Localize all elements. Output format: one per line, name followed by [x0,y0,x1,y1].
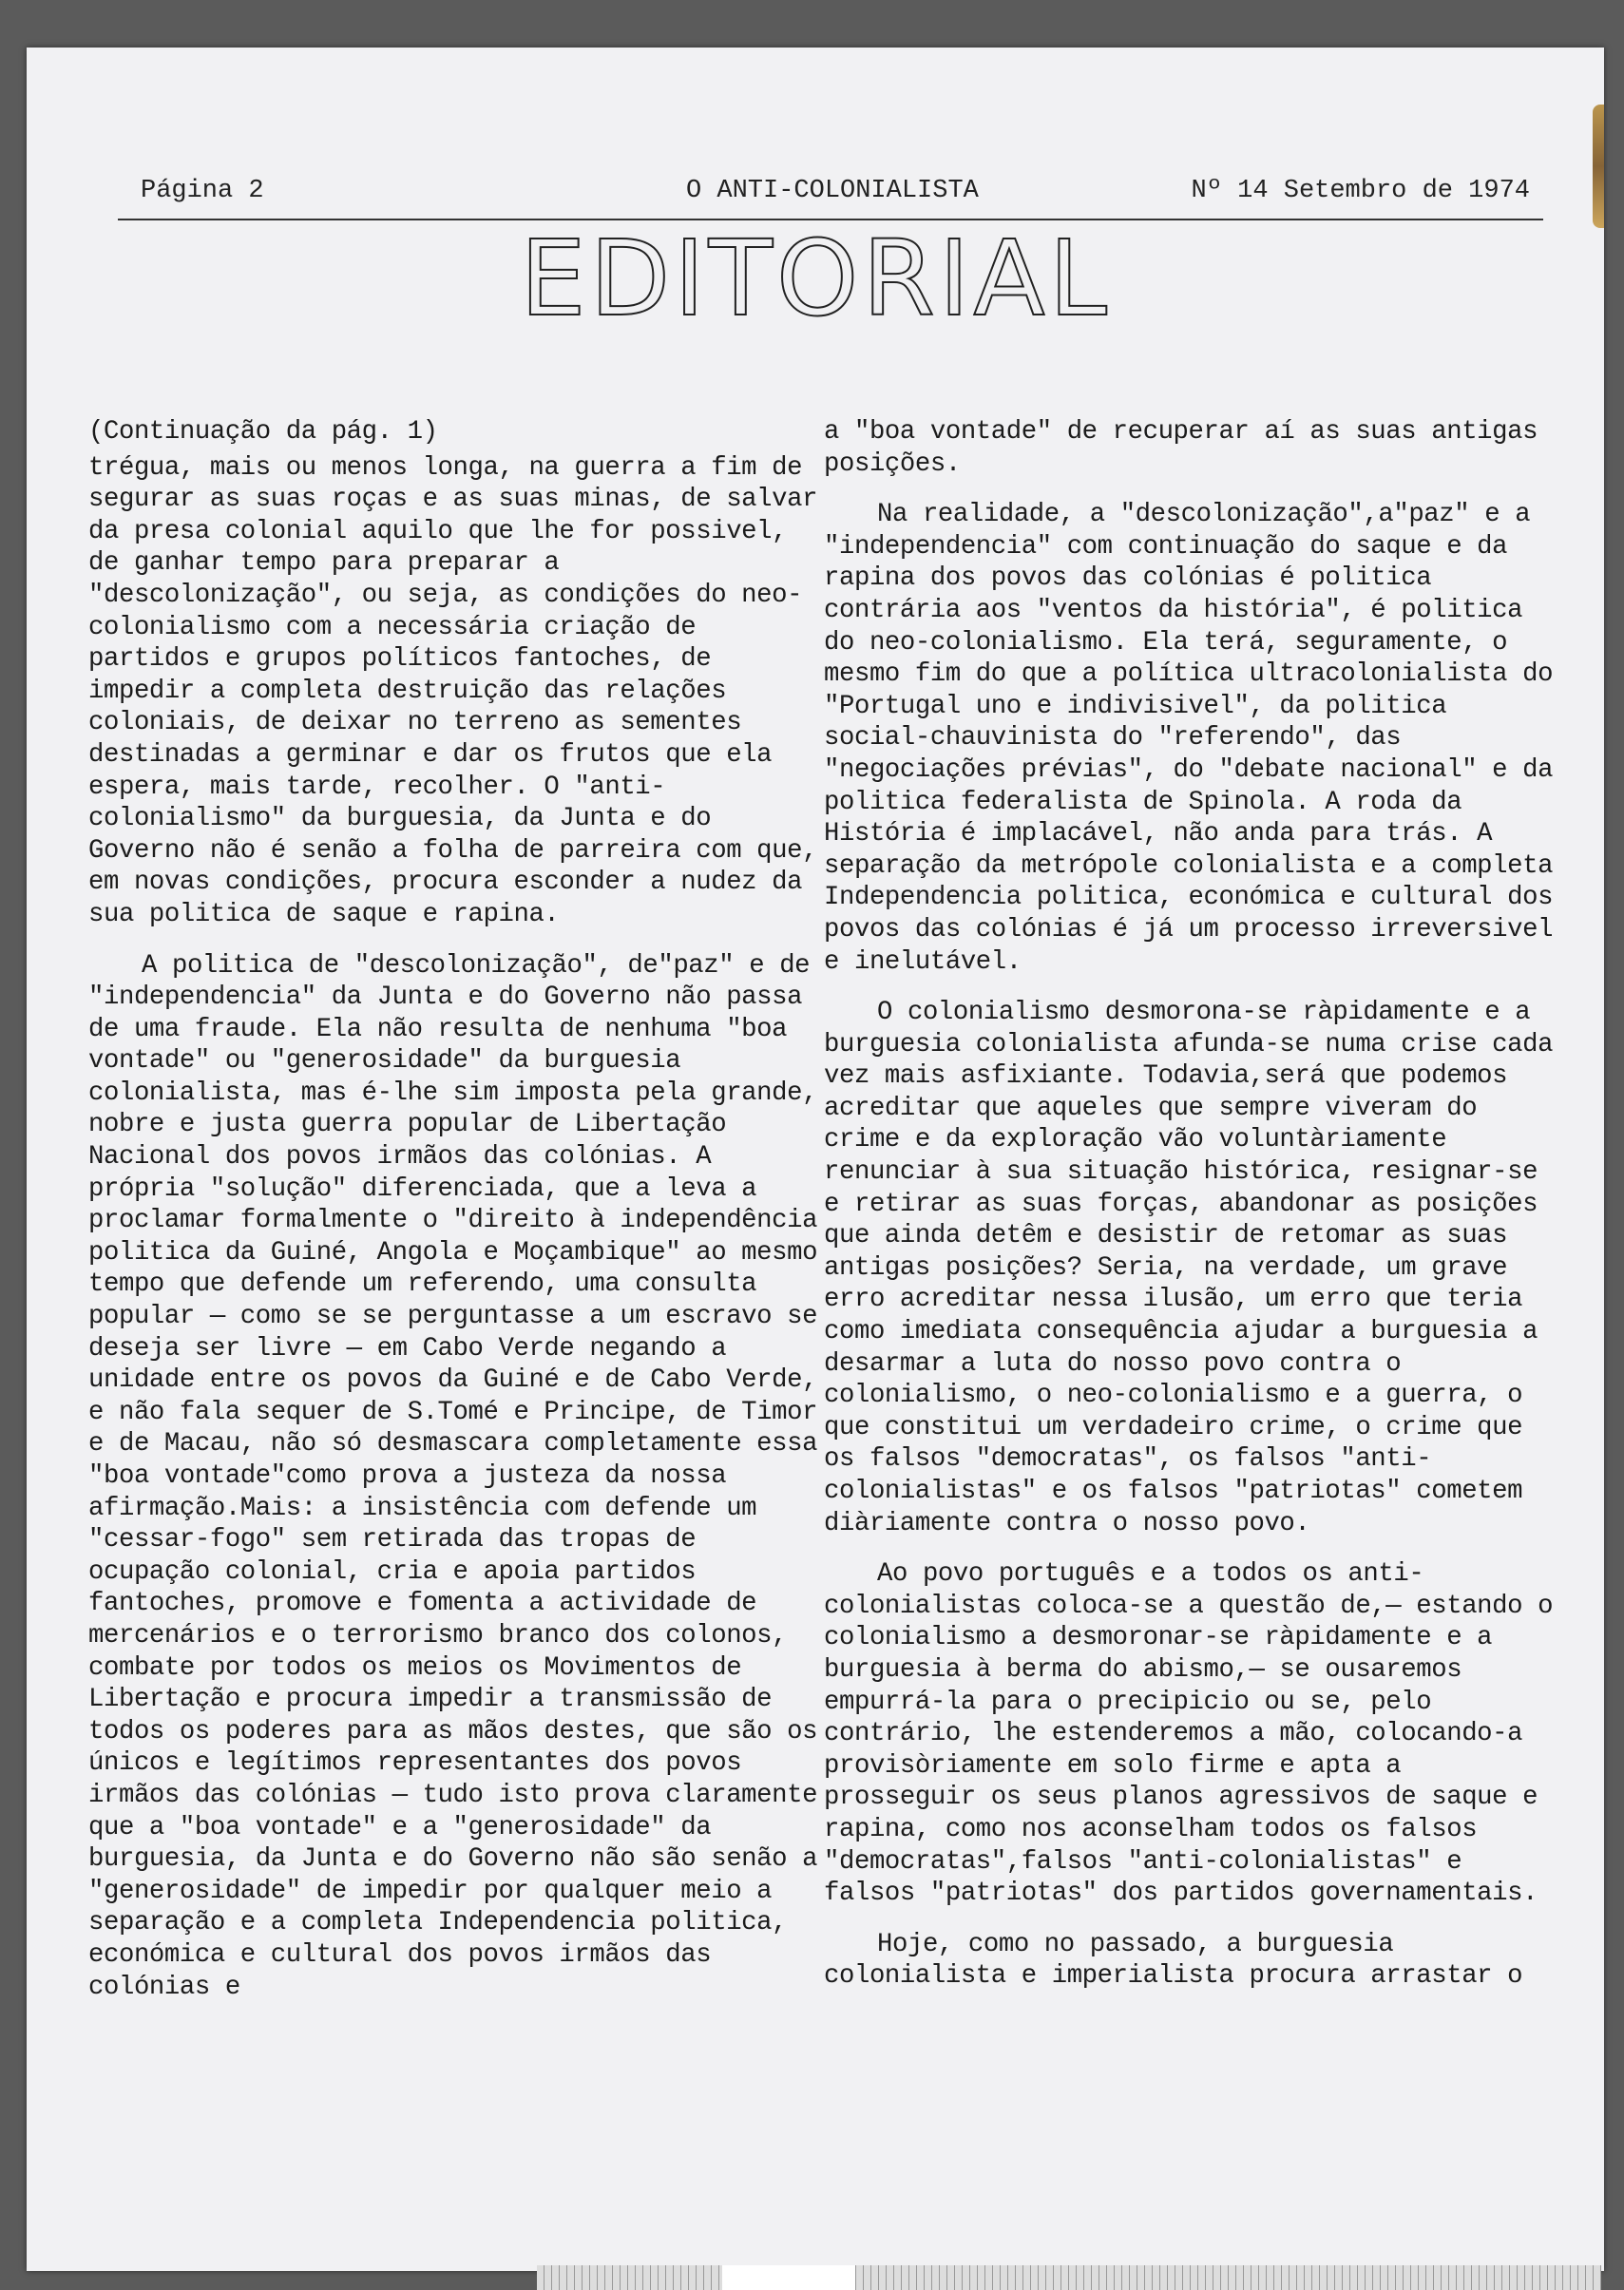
paragraph: Ao povo português e a todos os anti-colonialistas coloca-se a questão de,— estando o colonialismo a desmoronar-se ràpidamente e a burguesia à berma do abismo,— se ousaremos empurrá-la para o precipicio ou se, pelo contrário, lhe estenderemos a mão, colocando-a provisòriamente em solo firme e apta a prosseguir os seus planos agressivos de saque e rapina, como nos aconselham todos os falsos "democratas",falsos "anti-colonialistas" e falsos "patriotas" dos partidos governamentais. [824,1559,1554,1909]
continuation-note: (Continuação da pág. 1) [88,417,438,447]
paragraph: a "boa vontade" de recuperar aí as suas antigas posições. [824,417,1538,479]
paragraph: trégua, mais ou menos longa, na guerra a fim de segurar as suas roças e as suas minas, de salvar da presa colonial aquilo que lhe for possivel, de ganhar tempo para preparar a "descolonização", ou seja, as condições do neo-colonialismo com a necessária criação de partidos e grupos políticos fantoches, de impedir a completa destruição das relações coloniais, de deixar no terreno as sementes destinadas a germinar e dar os frutos que ela espera, mais tarde, recolher. O "anti-colonialismo" da burguesia, da Junta e do Governo não é senão a folha de parreira com que, em novas condições, procura esconder a nudez da sua politica de saque e rapina. [88,452,818,929]
paragraph: Hoje, como no passado, a burguesia colonialista e imperialista procura arrastar o [824,1929,1523,1992]
page-header [89,131,1553,222]
paragraph: A politica de "descolonização", de"paz" e de "independencia" da Junta e do Governo não passa de uma fraude. Ela não resulta de nenhuma "boa vontade" ou "generosidade" da burguesia colonialista, mas é-lhe sim imposta pela grande, nobre e justa guerra popular de Libertação Nacional dos povos irmãos das colónias. A própria "solução" diferenciada, que a leva a proclamar formalmente o "direito à independência politica da Guiné, Angola e Moçambique" ao mesmo tempo que defende um referendo, uma consulta popular — como se se perguntasse a um escravo se deseja ser livre — em Cabo Verde negando a unidade entre os povos da Guiné e de Cabo Verde, e não fala sequer de S.Tomé e Principe, de Timor e de Macau, não só desmascara completamente essa "boa vontade"como prova a justeza da nossa afirmação.Mais: a insistência com defende um "cessar-fogo" sem retirada das tropas de ocupação colonial, cria e apoia partidos fantoches, promove e fomenta a actividade de mercenários e o terrorismo branco dos colonos, combate por todos os meios os Movimentos de Libertação e procura impedir a transmissão de todos os poderes para as mãos destes, que são os únicos e legítimos representantes dos povos irmãos das colónias — tudo isto prova claramente que a "boa vontade" e a "generosidade" da burguesia, da Junta e do Governo não são senão a "generosidade" de impedir por qualquer meio a separação e a completa Independencia politica, económica e cultural dos povos irmãos das colónias e [88,950,818,2002]
right-column [824,416,1567,2012]
scan-ruler-label [722,2265,855,2290]
document-page [27,48,1604,2271]
paragraph: Na realidade, a "descolonização",a"paz" e a "independencia" com continuação do saque e da rapina dos povos das colónias é politica contrária aos "ventos da história", é politica do neo-colonialismo. Ela terá, seguramente, o mesmo fim do que a política ultracolonialista do "Portugal uno e indivisivel", da politica social-chauvinista do "referendo", das "negociações prévias", do "debate nacional" e da politica federalista de Spinola. A roda da História é implacável, não anda para trás. A separação da metrópole colonialista e a completa Independencia politica, económica e cultural dos povos das colónias é já um processo irreversivel e inelutável. [824,500,1554,977]
issue-date: Nº 14 Setembro de 1974 [1191,177,1530,205]
paragraph: O colonialismo desmorona-se ràpidamente e a burguesia colonialista afunda-se numa crise cada vez mais asfixiante. Todavia,será que podemos acreditar que aqueles que sempre viveram do crime e da exploração vão voluntàriamente renunciar à sua situação histórica, resignar-se e retirar as suas forças, abandonar as posições que ainda detêm e desistir de retomar as suas antigas posições? Seria, na verdade, um grave erro acreditar nessa ilusão, um erro que teria como imediata consequência ajudar a burguesia a desarmar a luta do nosso povo contra o colonialismo, o neo-colonialismo e a guerra, o que constitui um verdadeiro crime, o crime que os falsos "democratas", os falsos "anti-colonialistas" e os falsos "patriotas" cometem diàriamente contra o nosso povo. [824,998,1554,1538]
rust-staple-mark [1593,105,1604,228]
page-number: Página 2 [141,177,264,205]
editorial-title: EDITORIAL [520,218,1111,339]
scan-ruler-strip [537,2265,1601,2290]
publication-name: O ANTI-COLONIALISTA [686,177,979,205]
left-column [88,416,825,2022]
